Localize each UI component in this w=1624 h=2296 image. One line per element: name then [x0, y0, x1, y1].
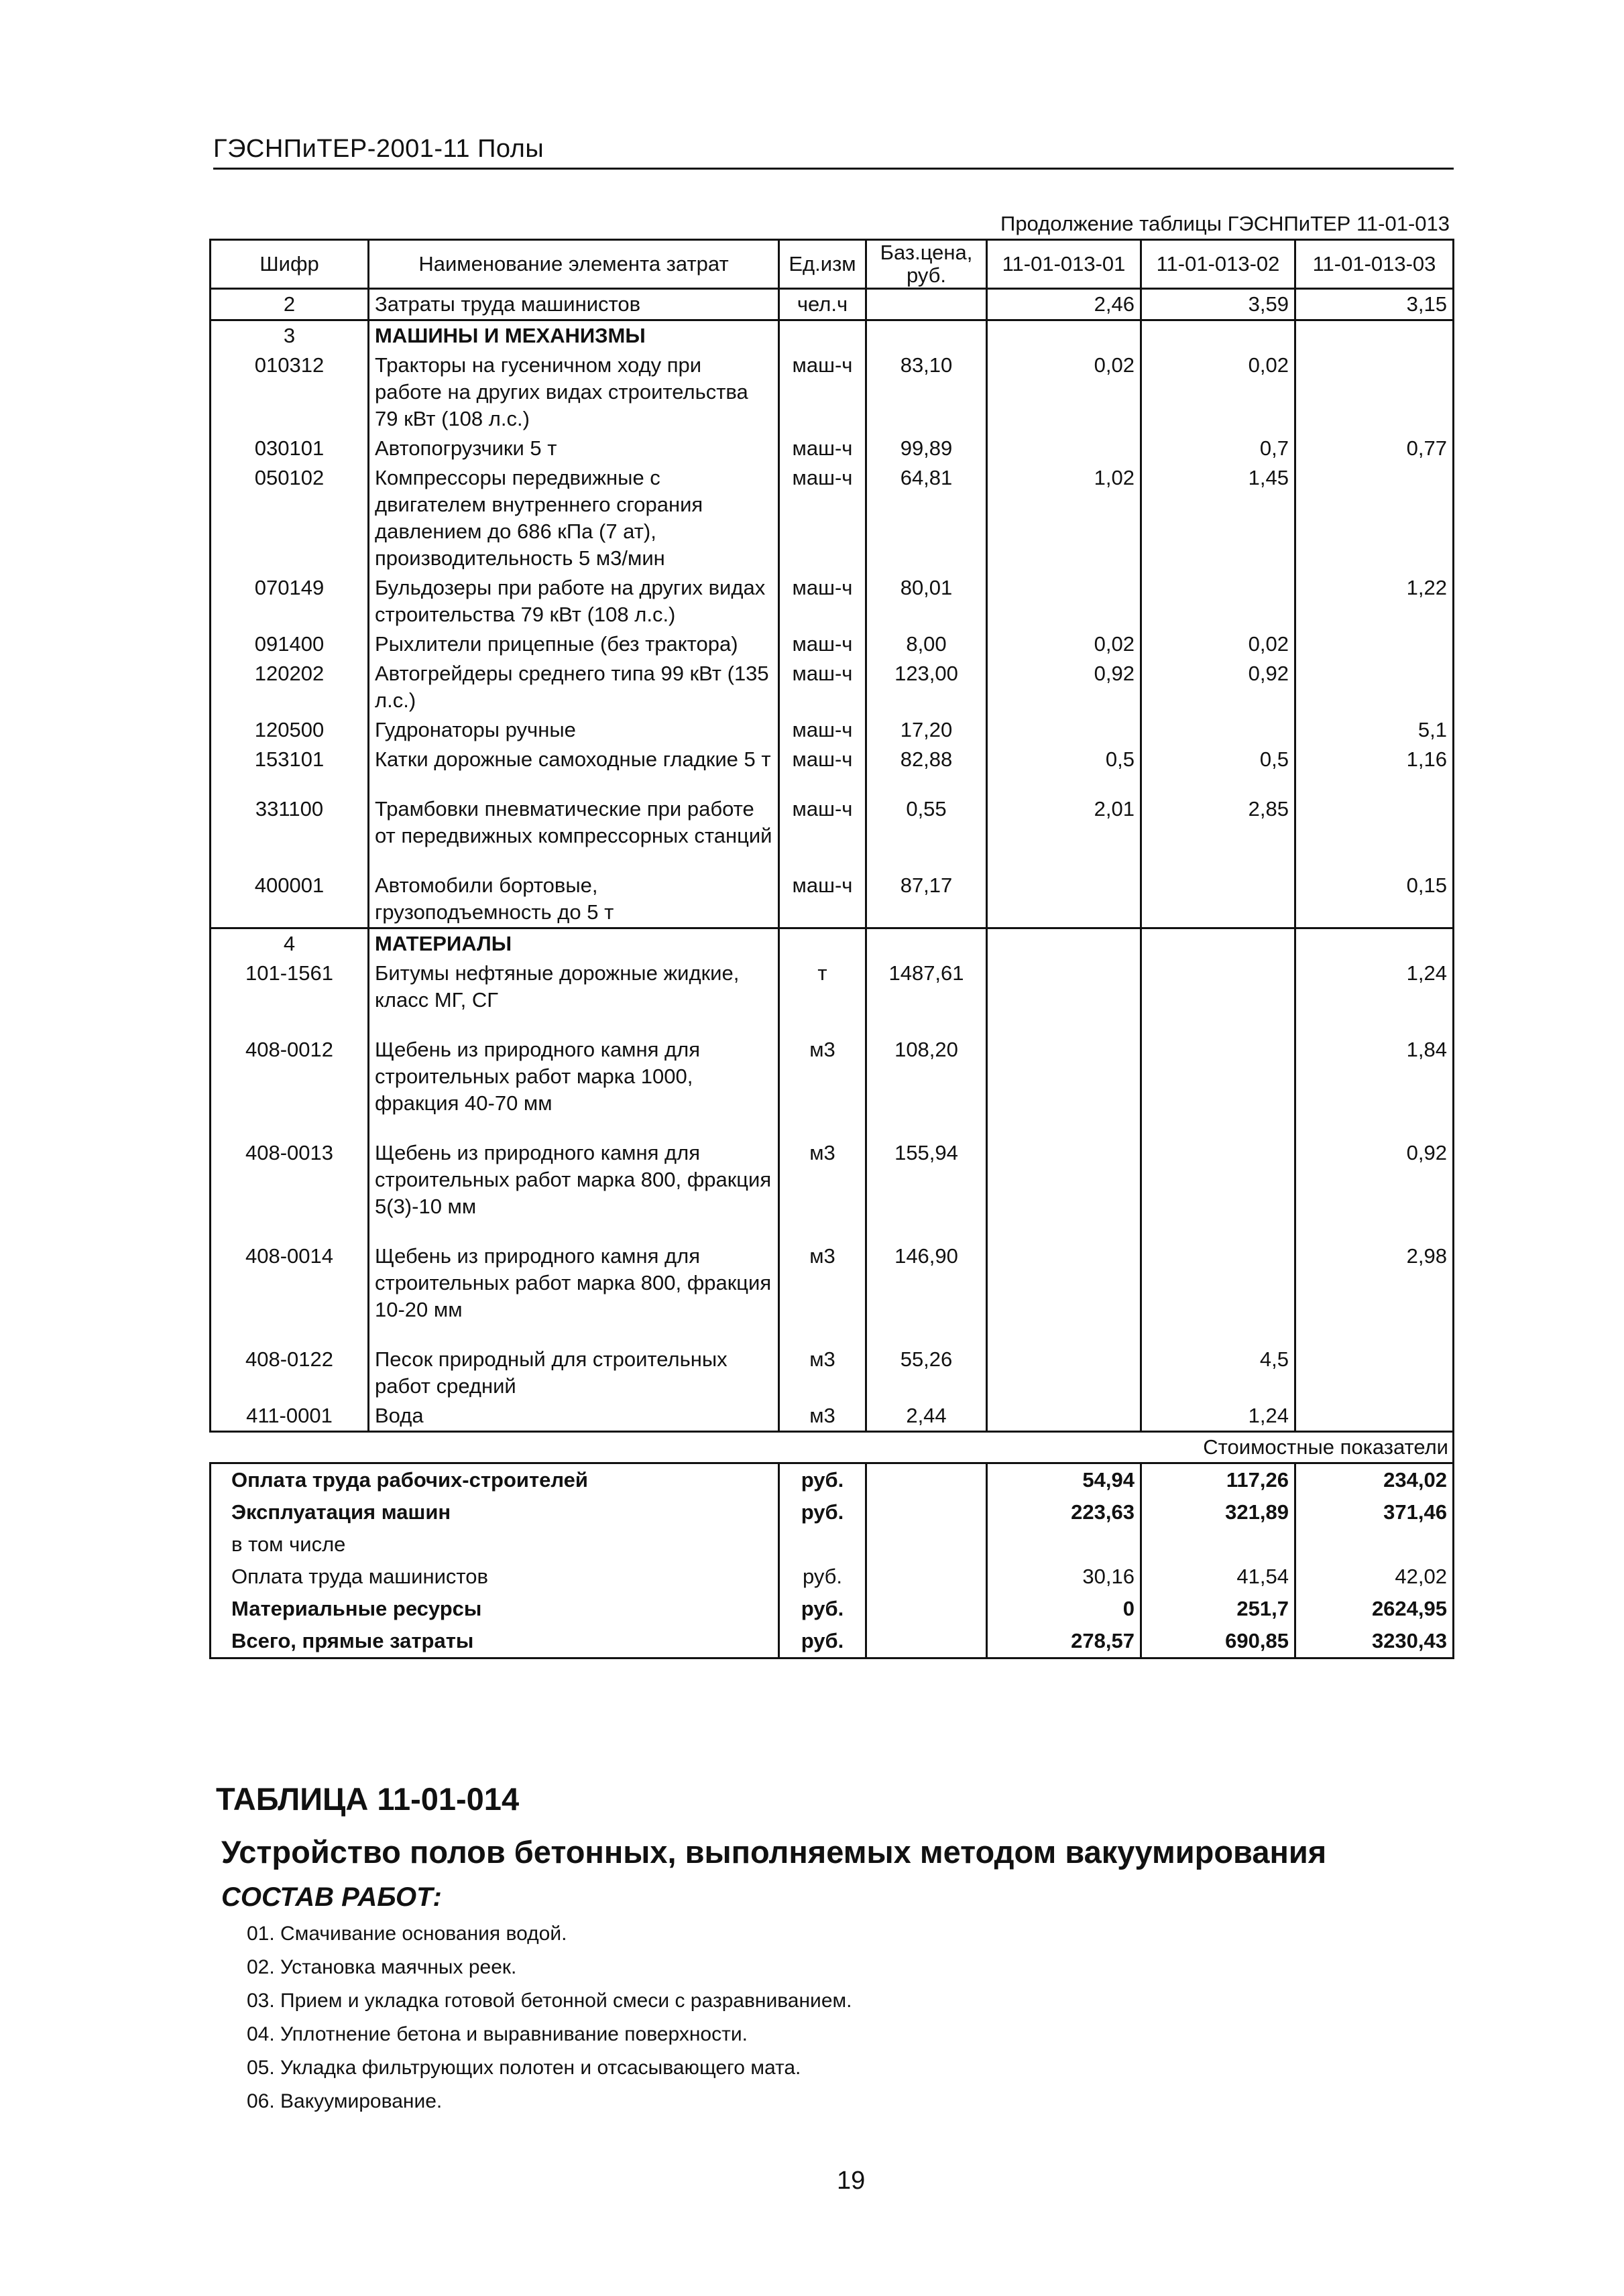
cell-v1 [987, 1345, 1141, 1401]
cell-name: Автогрейдеры среднего типа 99 кВт (135 л.с.) [369, 659, 779, 715]
spacer-cell [987, 1118, 1141, 1138]
totals-v1: 0 [987, 1593, 1141, 1625]
cell-v3 [1295, 928, 1454, 959]
cell-v1 [987, 928, 1141, 959]
spacer-cell [987, 774, 1141, 794]
totals-v2 [1141, 1528, 1295, 1561]
cell-v1: 2,01 [987, 794, 1141, 851]
table-row [211, 871, 1454, 928]
cost-header-row [211, 1432, 1454, 1463]
cell-v3 [1295, 659, 1454, 715]
totals-unit: руб. [779, 1593, 866, 1625]
totals-v1: 54,94 [987, 1463, 1141, 1497]
page-number: 19 [837, 2167, 866, 2195]
cell-code: 408-0013 [211, 1138, 369, 1221]
spacer-cell [369, 851, 779, 871]
cell-v3: 1,84 [1295, 1035, 1454, 1118]
spacer-cell [779, 1118, 866, 1138]
cell-v3 [1295, 1345, 1454, 1401]
cell-v2 [1141, 1138, 1295, 1221]
cell-price: 1487,61 [866, 959, 987, 1015]
cell-v3: 1,24 [1295, 959, 1454, 1015]
spacer-cell [1141, 1221, 1295, 1242]
cell-name: Тракторы на гусеничном ходу при работе на других видах строительства 79 кВт (108 л.с.) [369, 351, 779, 434]
cell-name: Щебень из природного камня для строительных работ марка 800, фракция 10-20 мм [369, 1242, 779, 1325]
cell-name: Автопогрузчики 5 т [369, 434, 779, 463]
cell-v1 [987, 434, 1141, 463]
spacer-cell [211, 774, 369, 794]
row-spacer [211, 1325, 1454, 1345]
totals-v3: 234,02 [1295, 1463, 1454, 1497]
totals-v3: 3230,43 [1295, 1625, 1454, 1658]
cell-v1 [987, 871, 1141, 928]
totals-price-blank [866, 1528, 987, 1561]
document-title: ГЭСНПиТЕР-2001-11 Полы [213, 135, 544, 163]
cell-v3 [1295, 794, 1454, 851]
cell-name: Автомобили бортовые, грузоподъемность до 5 т [369, 871, 779, 928]
cell-code: 4 [211, 928, 369, 959]
spacer-cell [369, 1118, 779, 1138]
table-row [211, 659, 1454, 715]
cell-price: 87,17 [866, 871, 987, 928]
cell-v1 [987, 1138, 1141, 1221]
table-header-row [211, 240, 1454, 289]
spacer-cell [1295, 851, 1454, 871]
column-header-name: Наименование элемента затрат [369, 240, 779, 289]
spacer-cell [866, 774, 987, 794]
cell-v1: 2,46 [987, 289, 1141, 320]
cell-price: 0,55 [866, 794, 987, 851]
totals-label: Всего, прямые затраты [211, 1625, 779, 1658]
cell-v3 [1295, 1401, 1454, 1432]
cell-v1: 0,5 [987, 745, 1141, 774]
cell-unit: маш-ч [779, 659, 866, 715]
spacer-cell [779, 1221, 866, 1242]
cell-price: 80,01 [866, 573, 987, 629]
column-header-price: Баз.цена, руб. [866, 240, 987, 289]
cost-table [209, 239, 1454, 1659]
cell-price: 64,81 [866, 463, 987, 573]
cell-v3 [1295, 463, 1454, 573]
spacer-cell [1141, 851, 1295, 871]
spacer-cell [1295, 1325, 1454, 1345]
spacer-cell [211, 1221, 369, 1242]
cell-v2: 4,5 [1141, 1345, 1295, 1401]
totals-unit: руб. [779, 1496, 866, 1528]
cell-code: 070149 [211, 573, 369, 629]
cell-unit: м3 [779, 1242, 866, 1325]
cell-v1: 0,02 [987, 351, 1141, 434]
spacer-cell [779, 1325, 866, 1345]
cell-v1: 1,02 [987, 463, 1141, 573]
table-row [211, 1345, 1454, 1401]
table-row [211, 351, 1454, 434]
cell-price: 17,20 [866, 715, 987, 745]
table-row [211, 928, 1454, 959]
cell-unit: маш-ч [779, 351, 866, 434]
cell-code: 2 [211, 289, 369, 320]
spacer-cell [866, 1221, 987, 1242]
totals-label: Материальные ресурсы [211, 1593, 779, 1625]
row-spacer [211, 851, 1454, 871]
cell-code: 010312 [211, 351, 369, 434]
cell-v2 [1141, 320, 1295, 351]
cell-name: Рыхлители прицепные (без трактора) [369, 629, 779, 659]
works-item: 06. Вакуумирование. [247, 2090, 443, 2112]
cell-unit: маш-ч [779, 745, 866, 774]
spacer-cell [211, 1325, 369, 1345]
totals-v3 [1295, 1528, 1454, 1561]
cell-name: Компрессоры передвижные с двигателем внутреннего сгорания давлением до 686 кПа (7 ат), производительность 5 м3/мин [369, 463, 779, 573]
spacer-cell [1295, 1118, 1454, 1138]
cell-unit: м3 [779, 1138, 866, 1221]
cell-v2 [1141, 715, 1295, 745]
totals-v2: 321,89 [1141, 1496, 1295, 1528]
cell-unit: маш-ч [779, 871, 866, 928]
cell-code: 120202 [211, 659, 369, 715]
cell-v2 [1141, 1242, 1295, 1325]
cell-name: Бульдозеры при работе на других видах строительства 79 кВт (108 л.с.) [369, 573, 779, 629]
column-header-v2: 11-01-013-02 [1141, 240, 1295, 289]
column-header-v1: 11-01-013-01 [987, 240, 1141, 289]
cell-v3: 3,15 [1295, 289, 1454, 320]
cell-code: 3 [211, 320, 369, 351]
row-spacer [211, 1015, 1454, 1035]
cell-code: 050102 [211, 463, 369, 573]
cell-name: Битумы нефтяные дорожные жидкие, класс МГ, СГ [369, 959, 779, 1015]
cell-code: 030101 [211, 434, 369, 463]
table-row [211, 1242, 1454, 1325]
totals-v1: 223,63 [987, 1496, 1141, 1528]
works-item: 03. Прием и укладка готовой бетонной смеси с разравниванием. [247, 1990, 852, 2012]
totals-label: Эксплуатация машин [211, 1496, 779, 1528]
spacer-cell [369, 1221, 779, 1242]
totals-v3: 42,02 [1295, 1561, 1454, 1593]
column-header-v3: 11-01-013-03 [1295, 240, 1454, 289]
spacer-cell [211, 1118, 369, 1138]
cell-v1 [987, 1242, 1141, 1325]
totals-unit [779, 1528, 866, 1561]
spacer-cell [211, 851, 369, 871]
cell-price: 99,89 [866, 434, 987, 463]
cell-price [866, 320, 987, 351]
cell-v1 [987, 959, 1141, 1015]
cell-code: 331100 [211, 794, 369, 851]
totals-v1: 30,16 [987, 1561, 1141, 1593]
cell-v1 [987, 1401, 1141, 1432]
works-item: 05. Укладка фильтрующих полотен и отсасывающего мата. [247, 2057, 801, 2079]
row-spacer [211, 1118, 1454, 1138]
cell-v2: 0,5 [1141, 745, 1295, 774]
totals-row [211, 1625, 1454, 1658]
spacer-cell [211, 1015, 369, 1035]
totals-row [211, 1496, 1454, 1528]
cell-name: МАШИНЫ И МЕХАНИЗМЫ [369, 320, 779, 351]
cell-price: 123,00 [866, 659, 987, 715]
cell-v2: 1,24 [1141, 1401, 1295, 1432]
totals-row [211, 1528, 1454, 1561]
cost-header-label: Стоимостные показатели [211, 1432, 1454, 1463]
cell-price: 155,94 [866, 1138, 987, 1221]
cell-name: Вода [369, 1401, 779, 1432]
table-row [211, 1401, 1454, 1432]
column-header-unit: Ед.изм [779, 240, 866, 289]
cell-v2: 3,59 [1141, 289, 1295, 320]
cell-v3: 0,77 [1295, 434, 1454, 463]
row-spacer [211, 774, 1454, 794]
cell-v1 [987, 1035, 1141, 1118]
cell-v3: 0,92 [1295, 1138, 1454, 1221]
cell-name: Щебень из природного камня для строительных работ марка 1000, фракция 40-70 мм [369, 1035, 779, 1118]
table-row [211, 794, 1454, 851]
spacer-cell [987, 1325, 1141, 1345]
table-row [211, 629, 1454, 659]
cell-v1 [987, 573, 1141, 629]
totals-row [211, 1593, 1454, 1625]
spacer-cell [1295, 774, 1454, 794]
works-item: 04. Уплотнение бетона и выравнивание поверхности. [247, 2023, 748, 2045]
cell-name: МАТЕРИАЛЫ [369, 928, 779, 959]
cell-code: 153101 [211, 745, 369, 774]
column-header-code: Шифр [211, 240, 369, 289]
cell-code: 400001 [211, 871, 369, 928]
cell-unit: чел.ч [779, 289, 866, 320]
spacer-cell [1141, 774, 1295, 794]
works-item: 01. Смачивание основания водой. [247, 1923, 567, 1945]
table-row [211, 715, 1454, 745]
cell-unit: м3 [779, 1035, 866, 1118]
cell-name: Трамбовки пневматические при работе от передвижных компрессорных станций [369, 794, 779, 851]
cell-v2 [1141, 1035, 1295, 1118]
spacer-cell [987, 851, 1141, 871]
table-row [211, 289, 1454, 320]
cell-v1: 0,92 [987, 659, 1141, 715]
works-list [247, 1917, 852, 2118]
table-row [211, 1138, 1454, 1221]
totals-v2: 117,26 [1141, 1463, 1295, 1497]
table-body [211, 289, 1454, 1432]
spacer-cell [866, 1325, 987, 1345]
totals-price-blank [866, 1593, 987, 1625]
totals-unit: руб. [779, 1463, 866, 1497]
section-title: ТАБЛИЦА 11-01-014 [216, 1781, 520, 1817]
cell-unit [779, 320, 866, 351]
cell-price: 146,90 [866, 1242, 987, 1325]
cell-v3: 2,98 [1295, 1242, 1454, 1325]
cell-name: Катки дорожные самоходные гладкие 5 т [369, 745, 779, 774]
table-caption: Продолжение таблицы ГЭСНПиТЕР 11-01-013 [1000, 212, 1450, 235]
cell-v2 [1141, 573, 1295, 629]
cell-unit [779, 928, 866, 959]
table-row [211, 434, 1454, 463]
spacer-cell [1141, 1118, 1295, 1138]
table-row [211, 463, 1454, 573]
cell-v3: 1,22 [1295, 573, 1454, 629]
spacer-cell [779, 1015, 866, 1035]
spacer-cell [1295, 1015, 1454, 1035]
cell-v3 [1295, 629, 1454, 659]
cell-unit: маш-ч [779, 629, 866, 659]
cell-v1 [987, 320, 1141, 351]
cell-code: 091400 [211, 629, 369, 659]
section-subtitle: Устройство полов бетонных, выполняемых методом вакуумирования [221, 1834, 1327, 1870]
spacer-cell [987, 1221, 1141, 1242]
spacer-cell [866, 851, 987, 871]
spacer-cell [369, 1015, 779, 1035]
cell-code: 101-1561 [211, 959, 369, 1015]
cell-v2: 0,02 [1141, 629, 1295, 659]
cell-v1: 0,02 [987, 629, 1141, 659]
spacer-cell [779, 774, 866, 794]
spacer-cell [987, 1015, 1141, 1035]
cell-price: 8,00 [866, 629, 987, 659]
cell-v2 [1141, 959, 1295, 1015]
totals-label: Оплата труда машинистов [211, 1561, 779, 1593]
cell-name: Щебень из природного камня для строительных работ марка 800, фракция 5(3)-10 мм [369, 1138, 779, 1221]
cell-code: 408-0012 [211, 1035, 369, 1118]
cell-v3: 1,16 [1295, 745, 1454, 774]
cell-price: 55,26 [866, 1345, 987, 1401]
cell-unit: маш-ч [779, 715, 866, 745]
cell-code: 411-0001 [211, 1401, 369, 1432]
spacer-cell [369, 1325, 779, 1345]
cell-code: 408-0014 [211, 1242, 369, 1325]
cell-price: 82,88 [866, 745, 987, 774]
totals-v3: 2624,95 [1295, 1593, 1454, 1625]
cell-v3 [1295, 351, 1454, 434]
cell-v2 [1141, 871, 1295, 928]
row-spacer [211, 1221, 1454, 1242]
totals-row [211, 1561, 1454, 1593]
cell-unit: маш-ч [779, 573, 866, 629]
table-row [211, 1035, 1454, 1118]
totals-v1 [987, 1528, 1141, 1561]
totals-price-blank [866, 1463, 987, 1497]
works-title: СОСТАВ РАБОТ: [221, 1882, 442, 1912]
cell-v2: 2,85 [1141, 794, 1295, 851]
cell-price: 83,10 [866, 351, 987, 434]
cell-name: Песок природный для строительных работ средний [369, 1345, 779, 1401]
table-row [211, 745, 1454, 774]
spacer-cell [779, 851, 866, 871]
spacer-cell [1141, 1015, 1295, 1035]
cell-v3: 5,1 [1295, 715, 1454, 745]
table-row [211, 320, 1454, 351]
totals-v2: 41,54 [1141, 1561, 1295, 1593]
cell-unit: м3 [779, 1401, 866, 1432]
works-item: 02. Установка маячных реек. [247, 1956, 517, 1978]
cell-name: Затраты труда машинистов [369, 289, 779, 320]
cell-v2 [1141, 928, 1295, 959]
spacer-cell [866, 1015, 987, 1035]
cell-v1 [987, 715, 1141, 745]
cell-v2: 0,02 [1141, 351, 1295, 434]
cell-price [866, 289, 987, 320]
cell-unit: маш-ч [779, 463, 866, 573]
totals-v2: 690,85 [1141, 1625, 1295, 1658]
totals-v3: 371,46 [1295, 1496, 1454, 1528]
totals-v1: 278,57 [987, 1625, 1141, 1658]
totals-body [211, 1432, 1454, 1658]
totals-label: в том числе [211, 1528, 779, 1561]
page-header [213, 126, 1454, 170]
cell-v2: 1,45 [1141, 463, 1295, 573]
spacer-cell [1141, 1325, 1295, 1345]
cell-v2: 0,7 [1141, 434, 1295, 463]
cell-unit: маш-ч [779, 794, 866, 851]
table-row [211, 573, 1454, 629]
cell-code: 408-0122 [211, 1345, 369, 1401]
totals-row [211, 1463, 1454, 1497]
cell-v3: 0,15 [1295, 871, 1454, 928]
cell-name: Гудронаторы ручные [369, 715, 779, 745]
totals-price-blank [866, 1561, 987, 1593]
cell-unit: м3 [779, 1345, 866, 1401]
cell-price [866, 928, 987, 959]
cell-price: 2,44 [866, 1401, 987, 1432]
table-row [211, 959, 1454, 1015]
cell-code: 120500 [211, 715, 369, 745]
spacer-cell [369, 774, 779, 794]
cell-v2: 0,92 [1141, 659, 1295, 715]
totals-unit: руб. [779, 1561, 866, 1593]
totals-v2: 251,7 [1141, 1593, 1295, 1625]
cell-v3 [1295, 320, 1454, 351]
spacer-cell [1295, 1221, 1454, 1242]
cell-price: 108,20 [866, 1035, 987, 1118]
cell-unit: т [779, 959, 866, 1015]
totals-label: Оплата труда рабочих-строителей [211, 1463, 779, 1497]
totals-unit: руб. [779, 1625, 866, 1658]
totals-price-blank [866, 1496, 987, 1528]
spacer-cell [866, 1118, 987, 1138]
cell-unit: маш-ч [779, 434, 866, 463]
totals-price-blank [866, 1625, 987, 1658]
